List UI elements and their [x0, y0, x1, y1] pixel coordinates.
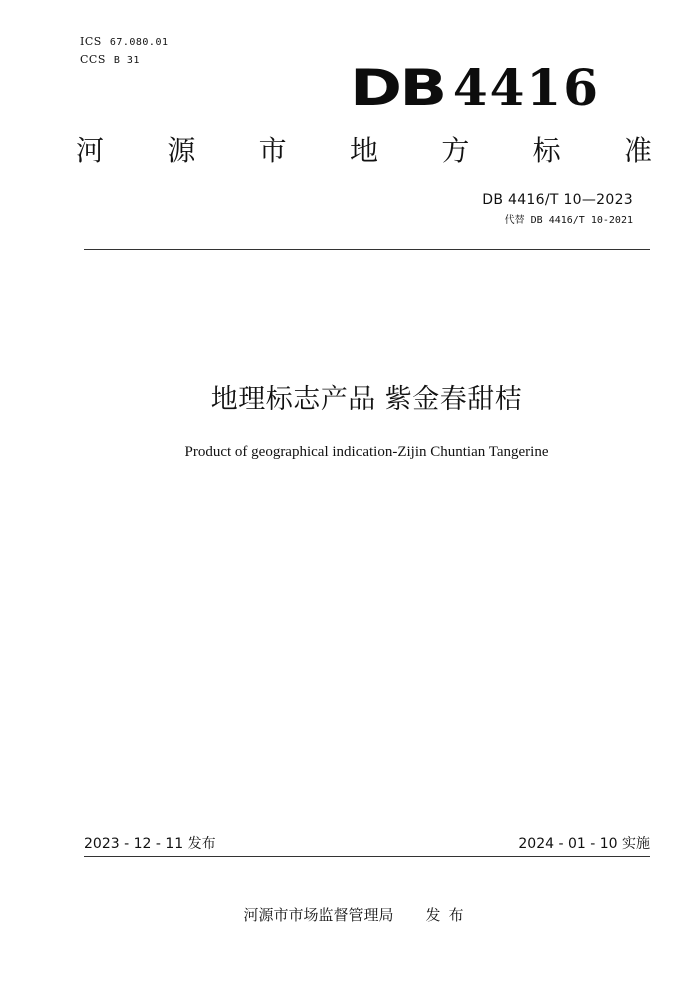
standard-kind-char: 市 — [258, 134, 287, 167]
ics-label: ICS — [80, 35, 102, 48]
standard-kind-char: 源 — [167, 134, 196, 167]
ics-code — [80, 35, 169, 50]
publisher-line — [0, 904, 700, 926]
ics-value: 67.080.01 — [109, 37, 169, 48]
document-title-cn: 地理标志产品 紫金春甜桔 — [210, 384, 523, 415]
header-divider — [84, 249, 650, 250]
replaces-standard: 代替 DB 4416/T 10-2021 — [504, 215, 633, 226]
standard-kind-char: 方 — [441, 134, 470, 167]
standard-kind-char: 河 — [76, 134, 105, 167]
ccs-code — [80, 53, 140, 68]
db-logo-number: 4416 — [452, 58, 600, 117]
standard-kind-heading — [76, 133, 652, 169]
standard-kind-char: 准 — [623, 134, 652, 167]
standard-kind-char: 标 — [532, 134, 561, 167]
document-title-en: Product of geographical indication-Zijin Chuntian Tangerine — [184, 444, 549, 460]
standard-kind-char: 地 — [349, 134, 378, 167]
ccs-value: B 31 — [113, 55, 140, 66]
db-logo-prefix: DB — [350, 59, 445, 117]
issue-date: 2023 - 12 - 11 发布 — [84, 836, 216, 852]
standard-code: DB 4416/T 10—2023 — [482, 192, 633, 208]
ccs-label: CCS — [80, 53, 106, 66]
db-logo — [350, 58, 600, 118]
publisher-action: 发布 — [425, 906, 472, 924]
publisher-name: 河源市市场监督管理局 — [243, 906, 394, 924]
implementation-date: 2024 - 01 - 10 实施 — [518, 836, 650, 852]
footer-divider — [84, 856, 650, 857]
